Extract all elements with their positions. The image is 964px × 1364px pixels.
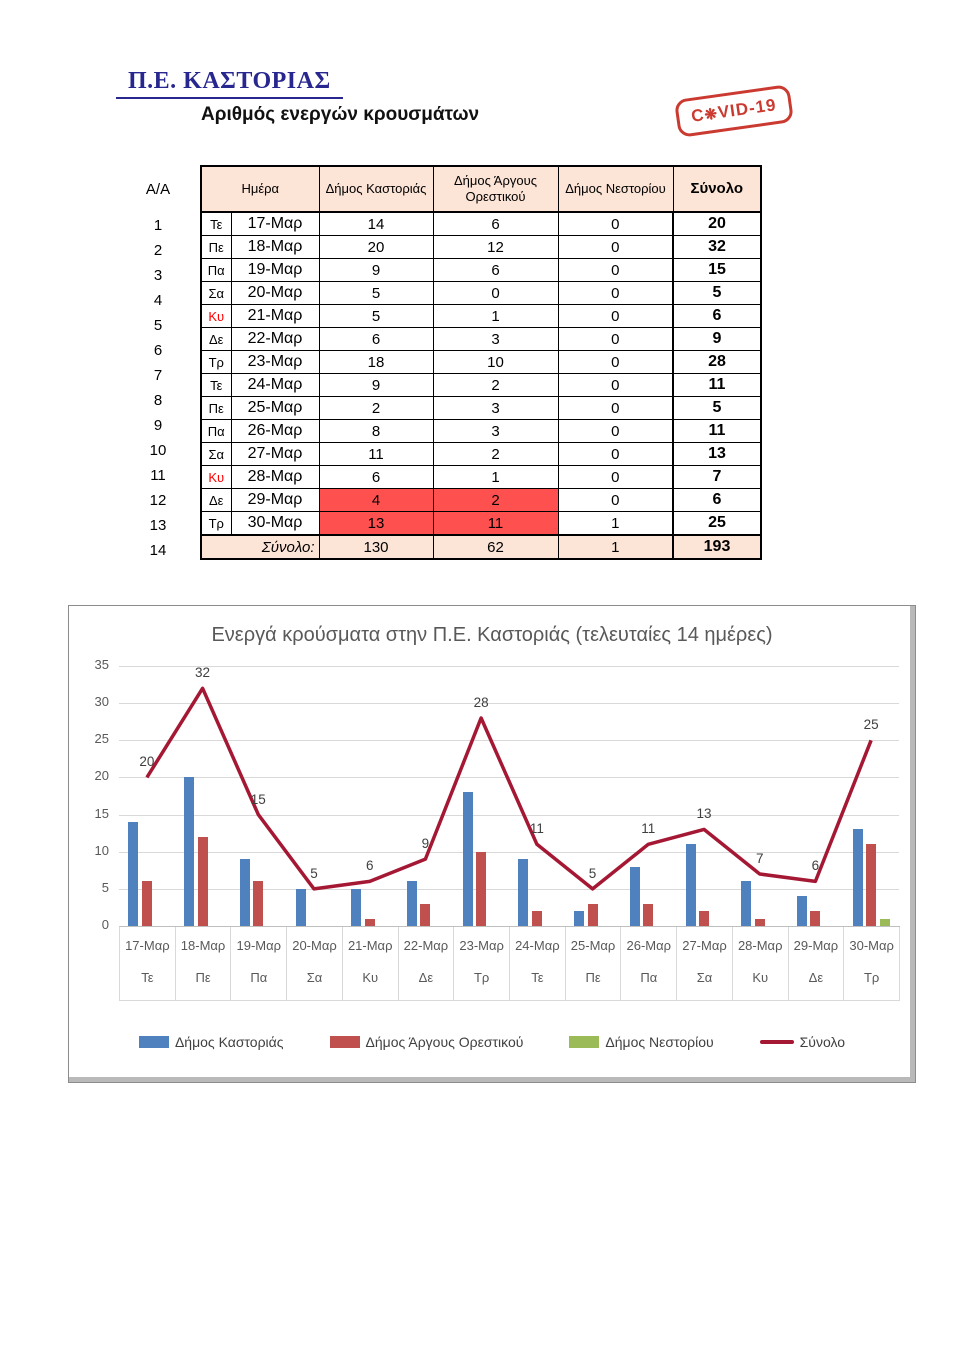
cell-kastorias: 2	[319, 397, 433, 420]
line-data-label: 9	[421, 836, 430, 852]
index-cell: 5	[153, 316, 163, 334]
col-header-day: Ημέρα	[201, 166, 319, 212]
table-row	[201, 420, 761, 443]
totals-argous: 62	[433, 535, 558, 559]
x-axis-category	[733, 927, 789, 1000]
virus-icon: ❋	[703, 105, 720, 125]
legend-label: Δήμος Άργους Ορεστικού	[365, 1034, 524, 1050]
x-axis-weekday-label: Σα	[306, 970, 323, 985]
cell-argous: 2	[433, 443, 558, 466]
cell-argous: 2	[433, 374, 558, 397]
cell-kastorias: 13	[319, 512, 433, 536]
cell-kastorias: 5	[319, 282, 433, 305]
cell-weekday: Δε	[201, 328, 231, 351]
index-header: Α/Α	[145, 180, 171, 198]
legend-item	[760, 1034, 845, 1050]
x-axis-date-label: 20-Μαρ	[292, 938, 337, 953]
col-header-argous: Δήμος Άργους Ορεστικού	[433, 166, 558, 212]
page-subtitle: Αριθμός ενεργών κρουσμάτων	[201, 104, 480, 125]
cell-weekday: Τε	[201, 374, 231, 397]
cell-argous: 6	[433, 259, 558, 282]
table-header-row	[201, 166, 761, 212]
cell-weekday: Πε	[201, 397, 231, 420]
cell-nestoriou: 0	[558, 259, 673, 282]
cell-argous: 6	[433, 212, 558, 236]
index-cell: 6	[153, 341, 163, 359]
cell-argous: 3	[433, 328, 558, 351]
index-cell: 13	[149, 516, 167, 534]
legend-swatch-bar	[569, 1036, 599, 1048]
cell-kastorias: 18	[319, 351, 433, 374]
cases-table-body	[201, 212, 761, 535]
cell-date: 24-Μαρ	[231, 374, 319, 397]
index-column	[138, 165, 178, 589]
cell-date: 25-Μαρ	[231, 397, 319, 420]
index-row	[139, 388, 177, 413]
index-row	[139, 463, 177, 488]
cell-total: 20	[673, 212, 761, 236]
x-axis-weekday-label: Τρ	[473, 970, 490, 985]
x-axis-category	[844, 927, 900, 1000]
cell-date: 26-Μαρ	[231, 420, 319, 443]
index-row	[139, 263, 177, 288]
table-row	[201, 512, 761, 536]
x-axis-date-label: 27-Μαρ	[682, 938, 727, 953]
cell-date: 21-Μαρ	[231, 305, 319, 328]
table-row	[201, 489, 761, 512]
totals-label: Σύνολο:	[201, 535, 319, 559]
x-axis-weekday-label: Κυ	[362, 970, 379, 985]
table-row	[201, 351, 761, 374]
x-axis-weekday-label: Τρ	[863, 970, 880, 985]
index-cell: 3	[153, 266, 163, 284]
line-data-label: 5	[310, 865, 318, 881]
cell-nestoriou: 0	[558, 443, 673, 466]
x-axis-weekday-label: Δε	[808, 970, 824, 985]
cell-nestoriou: 0	[558, 374, 673, 397]
cell-total: 11	[673, 374, 761, 397]
x-axis-date-label: 19-Μαρ	[236, 938, 282, 953]
x-axis-category	[343, 927, 399, 1000]
index-row	[139, 438, 177, 463]
cell-kastorias: 8	[319, 420, 433, 443]
cell-argous: 3	[433, 397, 558, 420]
cell-argous: 12	[433, 236, 558, 259]
legend-item	[139, 1034, 284, 1050]
cell-kastorias: 11	[319, 443, 433, 466]
cell-date: 17-Μαρ	[231, 212, 319, 236]
legend-label: Σύνολο	[799, 1034, 846, 1050]
index-cell: 2	[153, 241, 163, 259]
legend-label: Δήμος Καστοριάς	[174, 1034, 284, 1050]
x-axis-category	[789, 927, 845, 1000]
cell-date: 27-Μαρ	[231, 443, 319, 466]
index-cell: 1	[153, 216, 163, 234]
line-data-label: 6	[811, 858, 820, 874]
cell-total: 28	[673, 351, 761, 374]
y-axis-label: 25	[94, 731, 109, 747]
index-cell: 4	[153, 291, 163, 309]
cell-argous: 11	[433, 512, 558, 536]
cell-total: 15	[673, 259, 761, 282]
cell-total: 25	[673, 512, 761, 536]
x-axis-weekday-label: Κυ	[752, 970, 769, 985]
x-axis-weekday-label: Δε	[418, 970, 434, 985]
cell-date: 22-Μαρ	[231, 328, 319, 351]
x-axis-category	[120, 927, 176, 1000]
y-axis-label: 35	[94, 657, 109, 672]
x-axis-date-label: 18-Μαρ	[180, 938, 226, 953]
chart-legend	[69, 1034, 915, 1050]
x-axis-date-label: 22-Μαρ	[403, 938, 449, 953]
cell-kastorias: 6	[319, 466, 433, 489]
legend-label: Δήμος Νεστορίου	[605, 1034, 714, 1050]
line-data-label: 7	[755, 851, 764, 866]
y-axis-label: 0	[101, 917, 109, 932]
index-row	[139, 513, 177, 538]
line-data-label: 32	[195, 665, 211, 681]
cell-date: 20-Μαρ	[231, 282, 319, 305]
cell-weekday: Κυ	[201, 305, 231, 328]
line-data-label: 20	[139, 754, 155, 770]
cell-total: 6	[673, 305, 761, 328]
x-axis-category	[176, 927, 232, 1000]
line-data-label: 15	[250, 791, 266, 807]
cell-nestoriou: 0	[558, 420, 673, 443]
cell-nestoriou: 0	[558, 305, 673, 328]
index-row	[139, 363, 177, 388]
cell-date: 18-Μαρ	[231, 236, 319, 259]
cell-date: 19-Μαρ	[231, 259, 319, 282]
col-header-nestoriou: Δήμος Νεστορίου	[558, 166, 673, 212]
cell-kastorias: 14	[319, 212, 433, 236]
index-footer-spacer	[139, 563, 177, 589]
cases-table	[200, 165, 762, 560]
cell-weekday: Δε	[201, 489, 231, 512]
line-data-label: 28	[473, 695, 489, 710]
table-row	[201, 212, 761, 236]
x-axis-weekday-label: Τε	[141, 970, 154, 985]
x-axis-category	[399, 927, 455, 1000]
y-axis-label: 20	[94, 768, 109, 784]
index-row	[139, 313, 177, 338]
cell-kastorias: 4	[319, 489, 433, 512]
x-axis-date-label: 17-Μαρ	[125, 938, 170, 953]
table-row	[201, 443, 761, 466]
totals-kastorias: 130	[319, 535, 433, 559]
index-cell: 12	[149, 491, 167, 509]
x-axis-weekday-label: Πα	[250, 970, 268, 985]
x-axis-category	[287, 927, 343, 1000]
cell-kastorias: 5	[319, 305, 433, 328]
index-row	[139, 413, 177, 438]
cell-argous: 10	[433, 351, 558, 374]
col-header-kastorias: Δήμος Καστοριάς	[319, 166, 433, 212]
x-axis-date-label: 23-Μαρ	[459, 938, 504, 953]
stamp-text-suffix: VID-19	[716, 95, 778, 123]
x-axis-date-label: 25-Μαρ	[570, 938, 616, 953]
cell-total: 5	[673, 282, 761, 305]
x-axis-category	[454, 927, 510, 1000]
cell-date: 29-Μαρ	[231, 489, 319, 512]
cell-total: 5	[673, 397, 761, 420]
page-title: Π.Ε. ΚΑΣΤΟΡΙΑΣ	[116, 68, 343, 99]
legend-item	[569, 1034, 713, 1050]
table-row	[201, 282, 761, 305]
totals-total: 193	[673, 535, 761, 559]
cell-weekday: Τρ	[201, 351, 231, 374]
cell-argous: 3	[433, 420, 558, 443]
line-data-label: 25	[863, 717, 879, 733]
cell-argous: 1	[433, 466, 558, 489]
cell-nestoriou: 0	[558, 466, 673, 489]
line-data-label: 6	[365, 858, 374, 874]
index-cell: 11	[150, 466, 166, 484]
table-row	[201, 374, 761, 397]
cell-total: 7	[673, 466, 761, 489]
cell-total: 6	[673, 489, 761, 512]
cell-weekday: Σα	[201, 282, 231, 305]
table-row	[201, 466, 761, 489]
y-axis-label: 10	[94, 842, 109, 858]
legend-swatch-line	[760, 1040, 794, 1044]
y-axis-label: 15	[94, 805, 109, 821]
x-axis-weekday-label: Σα	[696, 970, 713, 985]
index-cell: 8	[153, 391, 163, 409]
cell-weekday: Τε	[201, 212, 231, 236]
cell-nestoriou: 0	[558, 282, 673, 305]
x-axis-weekday-label: Πε	[195, 970, 211, 985]
x-axis-weekday-label: Πα	[640, 970, 658, 985]
line-data-label: 11	[641, 821, 656, 837]
x-axis-date-label: 26-Μαρ	[626, 938, 672, 953]
x-axis-weekday-label: Πε	[585, 970, 601, 985]
x-axis-date-label: 30-Μαρ	[849, 938, 894, 953]
totals-row	[201, 535, 761, 559]
cell-kastorias: 20	[319, 236, 433, 259]
cell-total: 9	[673, 328, 761, 351]
x-axis-category	[510, 927, 566, 1000]
x-axis-weekday-label: Τε	[531, 970, 544, 985]
index-row	[139, 338, 177, 363]
table-row	[201, 259, 761, 282]
legend-swatch-bar	[139, 1036, 169, 1048]
x-axis-date-label: 28-Μαρ	[737, 938, 783, 953]
cell-total: 11	[673, 420, 761, 443]
x-axis-category	[231, 927, 287, 1000]
index-row	[139, 238, 177, 263]
cell-date: 30-Μαρ	[231, 512, 319, 536]
index-cell: 10	[149, 441, 167, 459]
cell-date: 23-Μαρ	[231, 351, 319, 374]
cell-weekday: Πα	[201, 259, 231, 282]
cell-weekday: Τρ	[201, 512, 231, 536]
cell-argous: 0	[433, 282, 558, 305]
cell-weekday: Σα	[201, 443, 231, 466]
total-line-chart	[119, 666, 899, 928]
cell-kastorias: 9	[319, 374, 433, 397]
cell-nestoriou: 0	[558, 489, 673, 512]
legend-swatch-bar	[330, 1036, 360, 1048]
cell-argous: 1	[433, 305, 558, 328]
index-row	[139, 212, 177, 238]
cell-total: 13	[673, 443, 761, 466]
cell-weekday: Πα	[201, 420, 231, 443]
x-axis-category	[566, 927, 622, 1000]
index-cell: 14	[149, 541, 167, 559]
line-data-label: 13	[696, 806, 712, 822]
index-row	[139, 538, 177, 563]
cell-kastorias: 6	[319, 328, 433, 351]
x-axis-date-label: 24-Μαρ	[515, 938, 560, 953]
stamp-text-prefix: C	[690, 105, 706, 126]
x-axis-date-label: 21-Μαρ	[347, 938, 393, 953]
cell-nestoriou: 0	[558, 328, 673, 351]
table-row	[201, 328, 761, 351]
table-row	[201, 236, 761, 259]
index-row	[139, 288, 177, 313]
cell-weekday: Πε	[201, 236, 231, 259]
cell-date: 28-Μαρ	[231, 466, 319, 489]
table-row	[201, 305, 761, 328]
line-data-label: 5	[588, 865, 597, 881]
x-axis-date-label: 29-Μαρ	[793, 938, 839, 953]
cell-nestoriou: 0	[558, 397, 673, 420]
y-axis-label: 5	[101, 879, 109, 895]
totals-nestoriou: 1	[558, 535, 673, 559]
col-header-total: Σύνολο	[673, 166, 761, 212]
legend-item	[330, 1034, 524, 1050]
cell-nestoriou: 0	[558, 212, 673, 236]
table-row	[201, 397, 761, 420]
covid19-stamp	[674, 84, 794, 138]
cell-nestoriou: 0	[558, 351, 673, 374]
line-data-label: 11	[529, 821, 544, 837]
chart-title: Ενεργά κρούσματα στην Π.Ε. Καστοριάς (τελευταίες 14 ημέρες)	[211, 624, 773, 646]
chart-container	[68, 605, 916, 1083]
index-column-body	[139, 212, 177, 563]
cell-total: 32	[673, 236, 761, 259]
index-cell: 7	[153, 366, 163, 384]
cell-nestoriou: 0	[558, 236, 673, 259]
cell-nestoriou: 1	[558, 512, 673, 536]
cell-argous: 2	[433, 489, 558, 512]
cases-table-section	[138, 165, 762, 589]
cell-weekday: Κυ	[201, 466, 231, 489]
x-axis	[119, 926, 900, 1001]
index-cell: 9	[153, 416, 163, 434]
x-axis-category	[677, 927, 733, 1000]
index-row	[139, 488, 177, 513]
y-axis-label: 30	[94, 694, 109, 710]
cell-kastorias: 9	[319, 259, 433, 282]
x-axis-category	[621, 927, 677, 1000]
